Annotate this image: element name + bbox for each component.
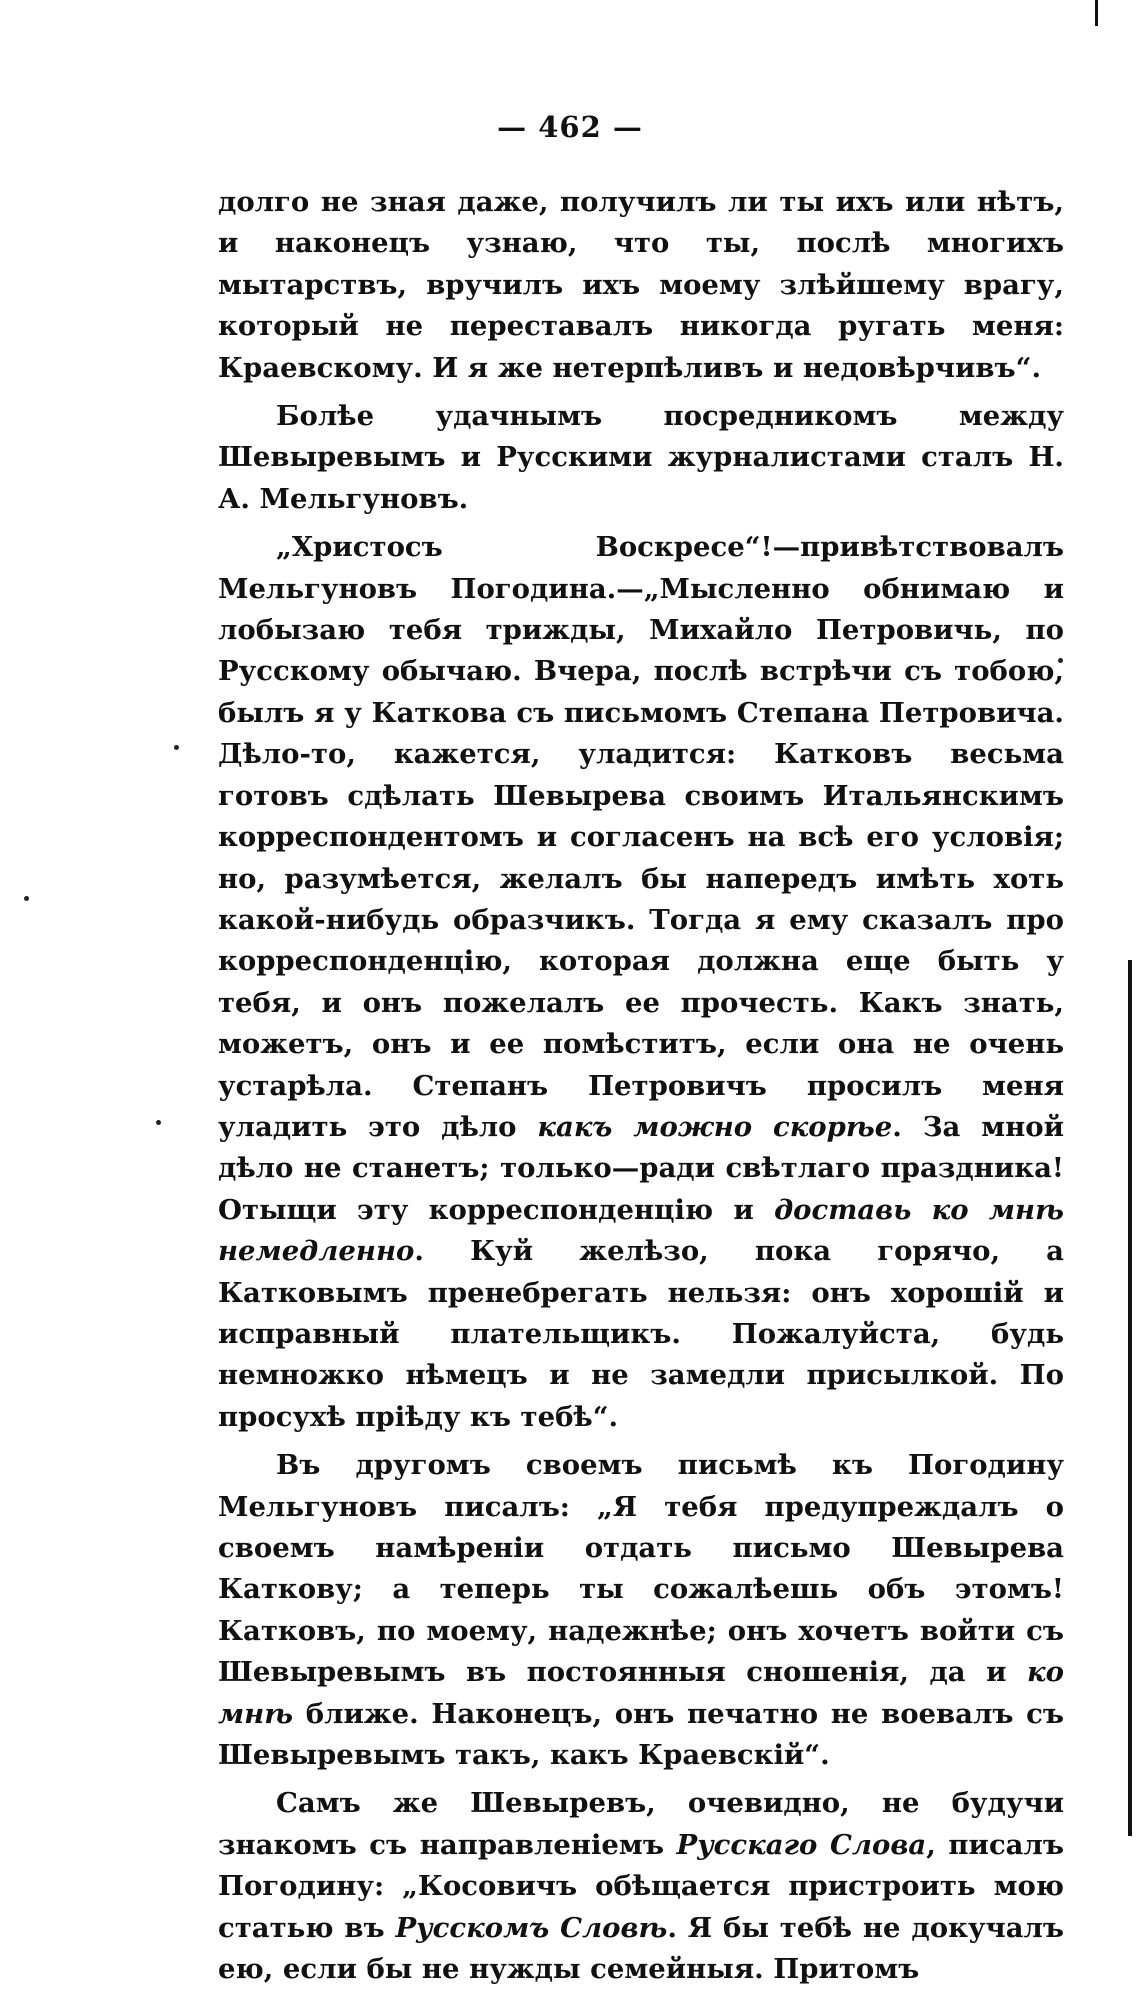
paragraph-4 bbox=[218, 1445, 1064, 1776]
scan-right-edge-shadow bbox=[1128, 960, 1132, 1836]
paragraph-2-text: Болѣе удачнымъ посредникомъ между Шевыревымъ и Русскими журналистами сталъ Н. А. Мельгуновъ. bbox=[218, 400, 1064, 515]
paragraph-4-text-a: Въ другомъ своемъ письмѣ къ Погодину Мельгуновъ писалъ: „Я тебя предупреждалъ о своемъ намѣреніи отдать письмо Шевырева Каткову; а теперь ты сожалѣешь объ этомъ! Катковъ, по моему, надежнѣе; онъ хочетъ войти съ Шевыревымъ въ постоянныя сношенія, да и bbox=[218, 1449, 1064, 1689]
page-number: — 462 — bbox=[497, 110, 643, 144]
paragraph-4-italic: ко мнѣ bbox=[218, 1656, 1064, 1730]
paragraph-3-italic-2: доставь ко мнѣ немедленно bbox=[218, 1193, 1064, 1268]
paragraph-3-text-b: . За мной дѣло не станетъ; только—ради свѣтлаго праздника! Отыщи эту корреспонденцію и bbox=[218, 1110, 1064, 1226]
paragraph-3-italic-1: какъ можно скорѣе bbox=[537, 1110, 893, 1143]
ink-speck bbox=[156, 1120, 161, 1125]
paragraph-3-text-a: „Христосъ Воскресе“!—привѣтствовалъ Мельгуновъ Погодина.—„Мысленно обнимаю и лобызаю тебя трижды, Михайло Петровичь, по Русскому обычаю. Вчера, послѣ встрѣчи съ тобою, былъ я у Каткова съ письмомъ Степана Петровича. Дѣло-то, кажется, уладится: Катковъ весьма готовъ сдѣлать Шевырева своимъ Итальянскимъ корреспондентомъ и согласенъ на всѣ его условія; но, разумѣется, желалъ бы напередъ имѣть хоть какой-нибудь образчикъ. Тогда я ему сказалъ про корреспонденцію, которая должна еще быть у тебя, и онъ пожелалъ ее прочесть. Какъ знать, можетъ, онъ и ее помѣститъ, если она не очень устарѣла. Степанъ Петровичъ просилъ меня уладить это дѣло bbox=[218, 531, 1064, 1143]
ink-speck bbox=[24, 896, 29, 901]
paragraph-2 bbox=[218, 396, 1064, 520]
paragraph-4-text-b: ближе. Наконецъ, онъ печатно не воевалъ съ Шевыревымъ такъ, какъ Краевскій“. bbox=[218, 1697, 1064, 1772]
paragraph-3-text-c: . Куй желѣзо, пока горячо, а Катковымъ пренебрегать нельзя: онъ хорошій и исправный плательщикъ. Пожалуйста, будь немножко нѣмецъ и не замедли присылкой. По просухѣ пріѣду къ тебѣ“. bbox=[218, 1235, 1064, 1433]
paragraph-5 bbox=[218, 1783, 1064, 1990]
paragraph-1-text: долго не зная даже, получилъ ли ты ихъ или нѣтъ, и наконецъ узнаю, что ты, послѣ многихъ мытарствъ, вручилъ ихъ моему злѣйшему врагу, который не переставалъ никогда ругать меня: Краевскому. И я же нетерпѣливъ и недовѣрчивъ“. bbox=[218, 186, 1064, 384]
paragraph-5-italic-1: Русскаго Слова bbox=[676, 1828, 927, 1861]
ink-speck bbox=[174, 745, 179, 750]
paragraph-3 bbox=[218, 527, 1064, 1438]
paragraph-5-text-b: , писалъ Погодину: „Косовичъ обѣщается пристроить мою статью въ bbox=[218, 1828, 1064, 1944]
paragraph-5-italic-2: Русскомъ Словѣ bbox=[395, 1911, 668, 1944]
paragraph-1 bbox=[218, 182, 1064, 389]
paragraph-5-text-a: Самъ же Шевыревъ, очевидно, не будучи знакомъ съ направленіемъ bbox=[218, 1787, 1064, 1861]
paragraph-5-text-c: . Я бы тебѣ не докучалъ ею, если бы не нужды семейныя. Притомъ bbox=[218, 1911, 1064, 1986]
body-text bbox=[218, 182, 1064, 1997]
scan-edge-mark bbox=[1095, 0, 1098, 26]
